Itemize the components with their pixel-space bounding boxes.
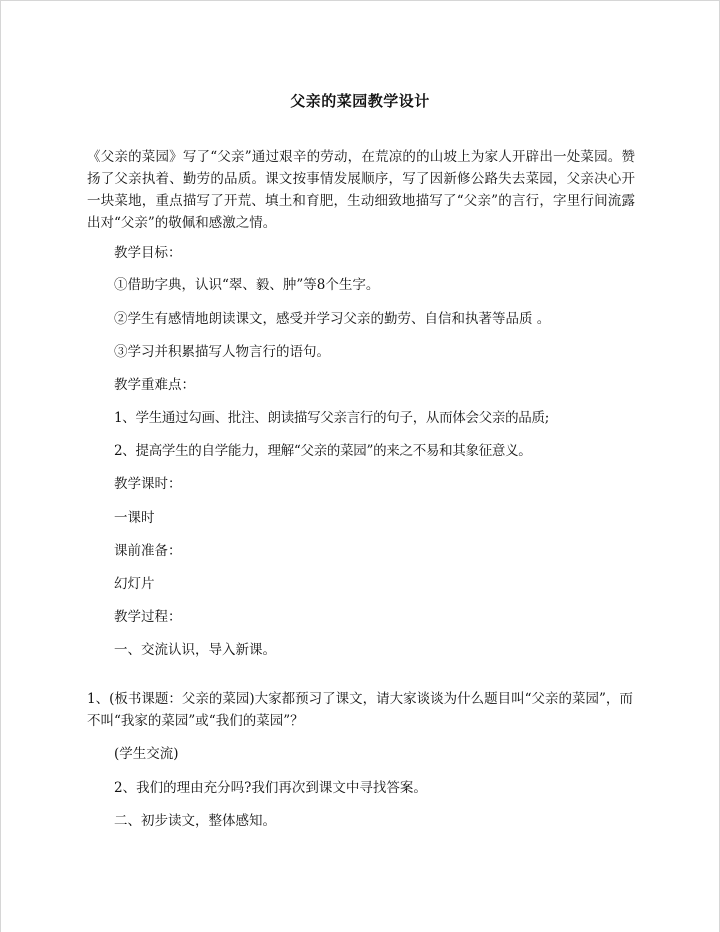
step-1-1-paragraph: 1、(板书课题：父亲的菜园)大家都预习了课文，请大家谈谈为什么题目叫“父亲的菜园”，而不叫“我家的菜园”或“我们的菜园”？ [87, 691, 633, 729]
page-edge-left [0, 0, 1, 932]
prep-value: 幻灯片 [114, 576, 155, 592]
goal-item-2: ②学生有感情地朗读课文，感受并学习父亲的勤劳、自信和执著等品质 。 [114, 311, 551, 327]
goals-heading: 教学目标： [114, 245, 182, 261]
prep-heading: 课前准备： [114, 543, 182, 559]
page-edge-top [0, 0, 720, 1]
goal-item-1: ①借助字典，认识“翠、毅、肿”等8个生字。 [114, 277, 380, 293]
key-points-heading: 教学重难点： [114, 377, 195, 393]
process-heading: 教学过程： [114, 609, 182, 625]
step-2-heading: 二、初步读文，整体感知。 [114, 813, 276, 829]
intro-paragraph: 《父亲的菜园》写了“父亲”通过艰辛的劳动，在荒凉的的山坡上为家人开辟出一处菜园。赞扬了父亲执着、勤劳的品质。课文按事情发展顺序，写了因新修公路失去菜园，父亲决心开一块菜地，重点描写了开荒、填土和育肥，生动细致地描写了“父亲”的言行，字里行间流露出对“父亲”的敬佩和感激之情。 [87, 149, 635, 231]
hours-value: 一课时 [114, 510, 155, 526]
key-point-2: 2、提高学生的自学能力，理解“父亲的菜园”的来之不易和其象征意义。 [114, 443, 532, 459]
document-title: 父亲的菜园教学设计 [290, 92, 430, 110]
step-1-note: (学生交流) [114, 746, 179, 762]
key-point-1: 1、学生通过勾画、批注、朗读描写父亲言行的句子，从而体会父亲的品质; [114, 410, 549, 426]
hours-heading: 教学课时： [114, 476, 182, 492]
step-1-heading: 一、交流认识，导入新课。 [114, 642, 276, 658]
step-1-2: 2、我们的理由充分吗?我们再次到课文中寻找答案。 [114, 780, 427, 796]
goal-item-3: ③学习并积累描写人物言行的语句。 [114, 344, 330, 360]
